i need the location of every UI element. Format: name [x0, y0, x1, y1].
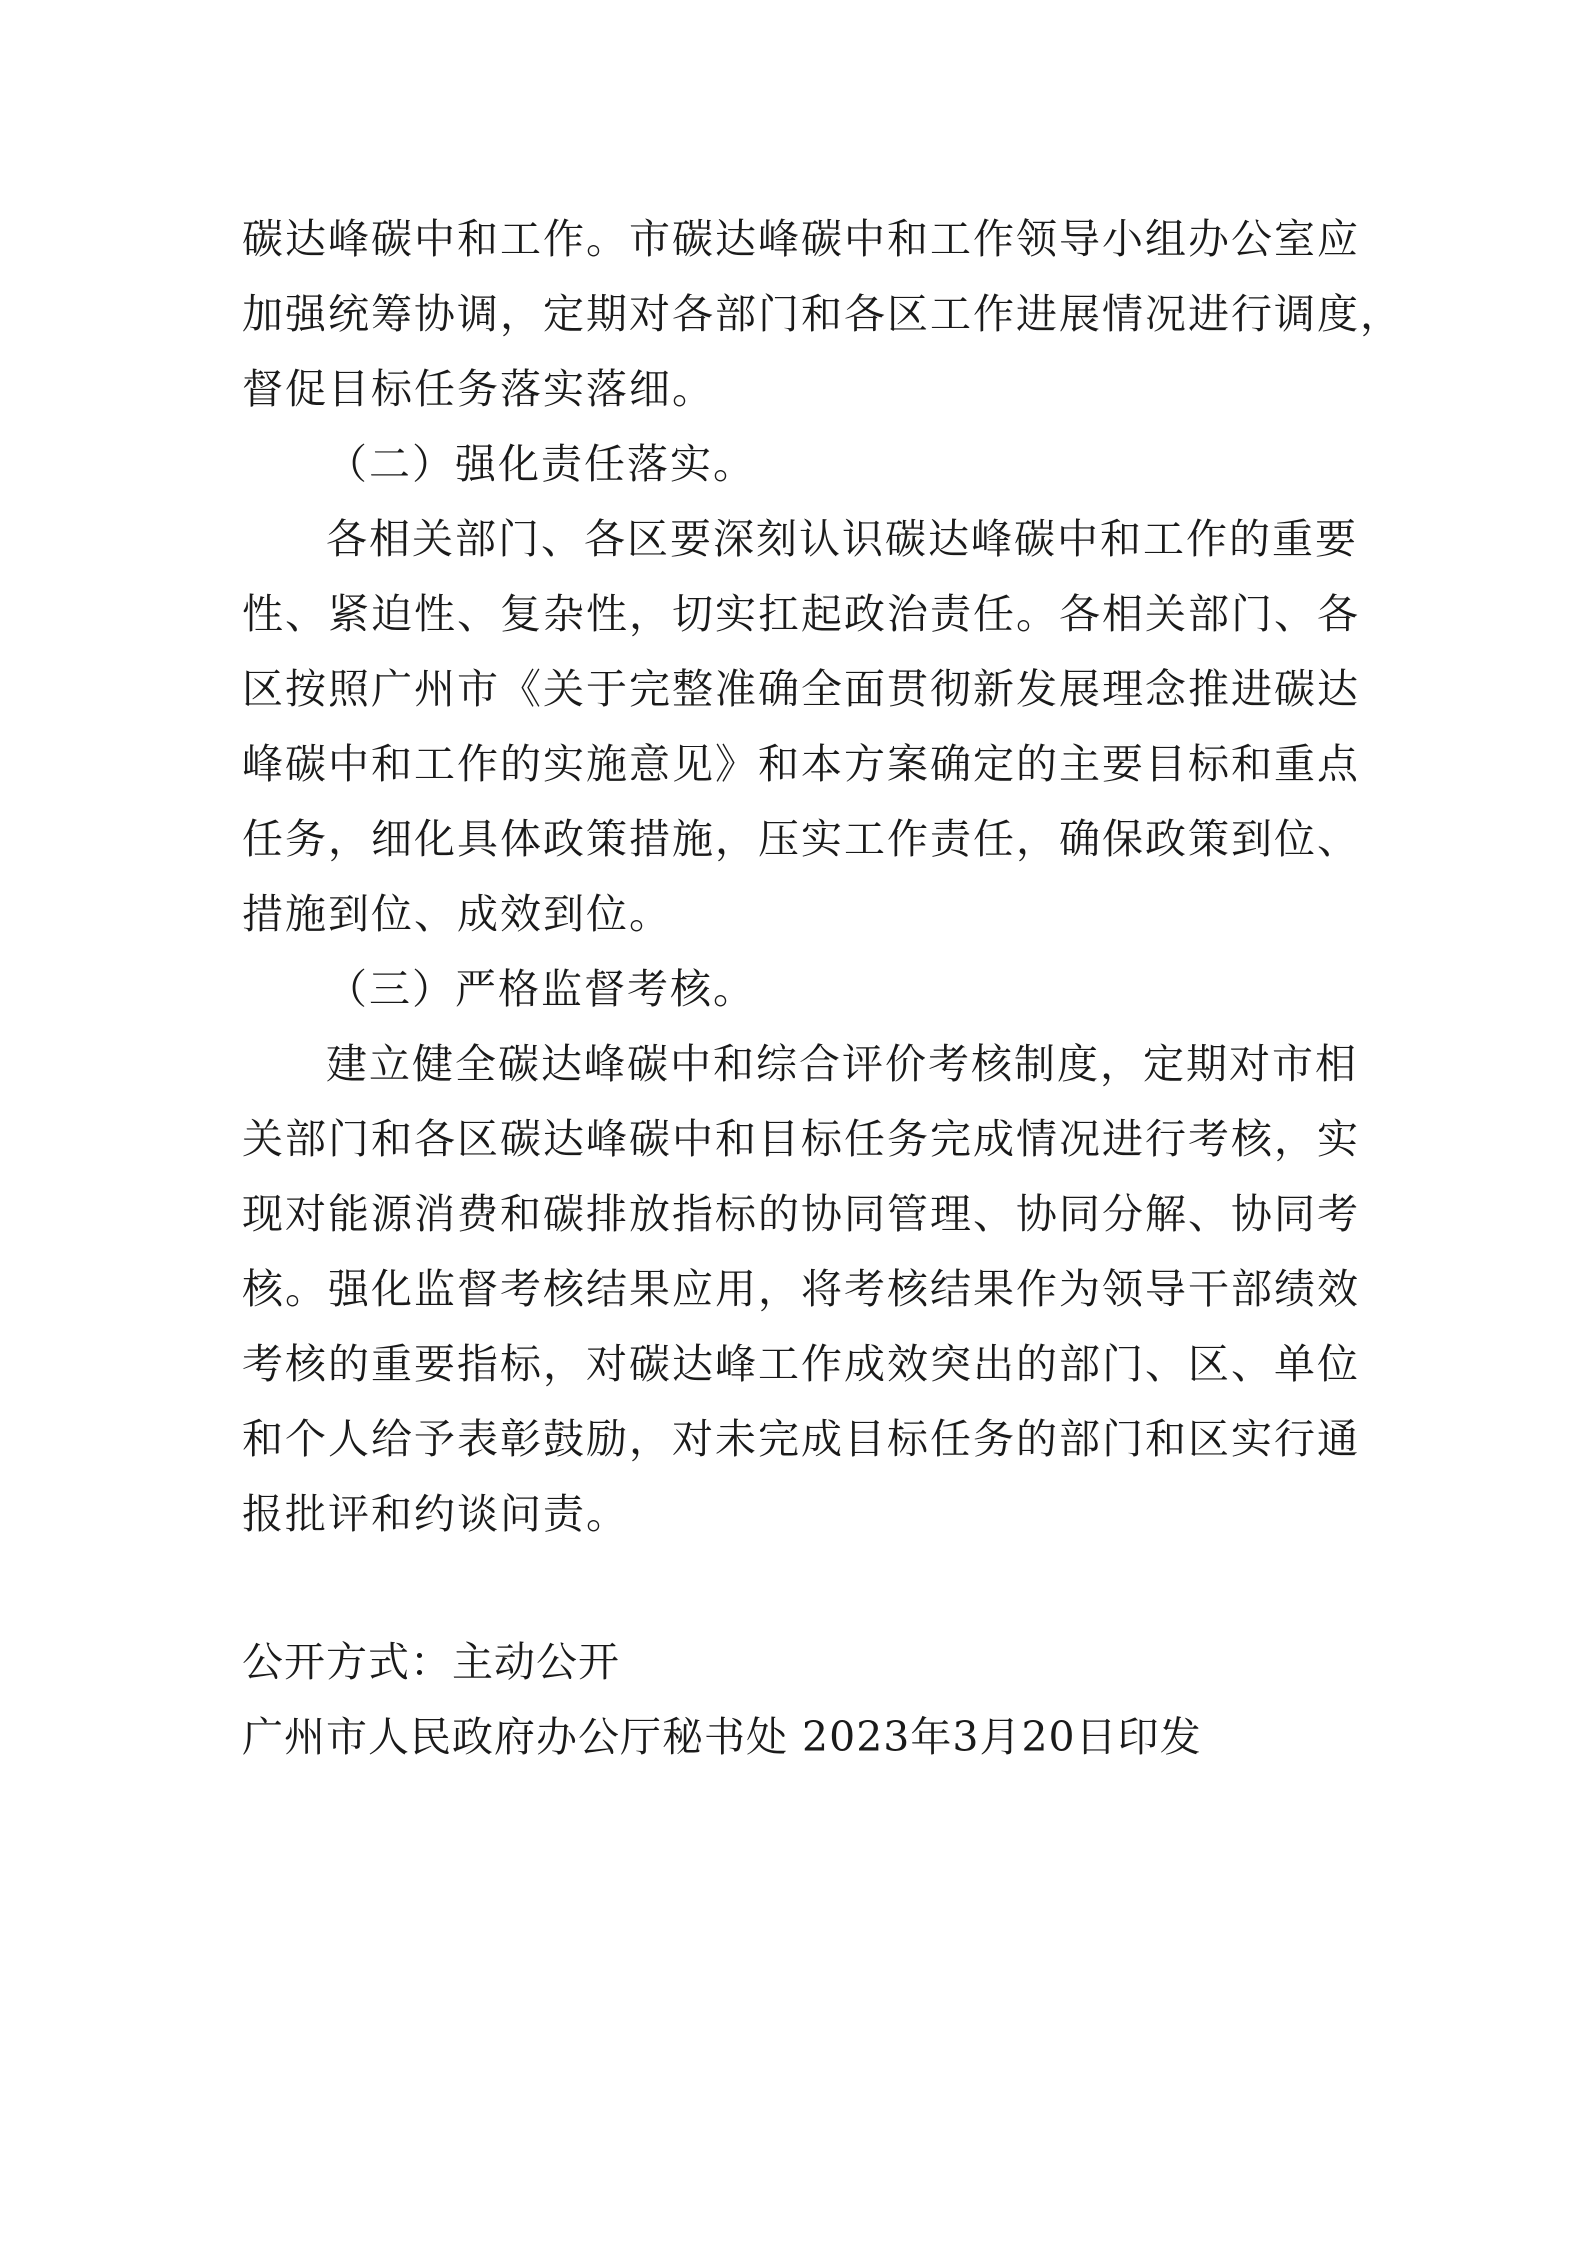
paragraph-line: 和个人给予表彰鼓励，对未完成目标任务的部门和区实行通 — [242, 1415, 1360, 1463]
paragraph-line: 峰碳中和工作的实施意见》和本方案确定的主要目标和重点 — [242, 740, 1360, 788]
paragraph-line: 建立健全碳达峰碳中和综合评价考核制度，定期对市相 — [326, 1040, 1358, 1088]
section-heading-3: （三）严格监督考核。 — [326, 965, 756, 1013]
paragraph-line: 各相关部门、各区要深刻认识碳达峰碳中和工作的重要 — [326, 515, 1358, 563]
issuer-date-line: 广州市人民政府办公厅秘书处 2023年3月20日印发 — [242, 1713, 1202, 1761]
section-heading-2: （二）强化责任落实。 — [326, 440, 756, 488]
paragraph-line: 关部门和各区碳达峰碳中和目标任务完成情况进行考核，实 — [242, 1115, 1360, 1163]
paragraph-line: 措施到位、成效到位。 — [242, 890, 672, 938]
paragraph-line: 现对能源消费和碳排放指标的协同管理、协同分解、协同考 — [242, 1190, 1360, 1238]
paragraph-line: 性、紧迫性、复杂性，切实扛起政治责任。各相关部门、各 — [242, 590, 1360, 638]
paragraph-line: 核。强化监督考核结果应用，将考核结果作为领导干部绩效 — [242, 1265, 1360, 1313]
paragraph-line: 任务，细化具体政策措施，压实工作责任，确保政策到位、 — [242, 815, 1360, 863]
paragraph-line: 区按照广州市《关于完整准确全面贯彻新发展理念推进碳达 — [242, 665, 1360, 713]
paragraph-line: 加强统筹协调，定期对各部门和各区工作进展情况进行调度， — [242, 290, 1403, 338]
document-body — [242, 202, 1403, 1552]
paragraph-line: 考核的重要指标，对碳达峰工作成效突出的部门、区、单位 — [242, 1340, 1360, 1388]
document-footer — [242, 1625, 1362, 1775]
paragraph-line: 碳达峰碳中和工作。市碳达峰碳中和工作领导小组办公室应 — [242, 215, 1360, 263]
paragraph-line: 报批评和约谈问责。 — [242, 1490, 629, 1538]
disclosure-method: 公开方式：主动公开 — [242, 1638, 620, 1686]
paragraph-line: 督促目标任务落实落细。 — [242, 365, 715, 413]
